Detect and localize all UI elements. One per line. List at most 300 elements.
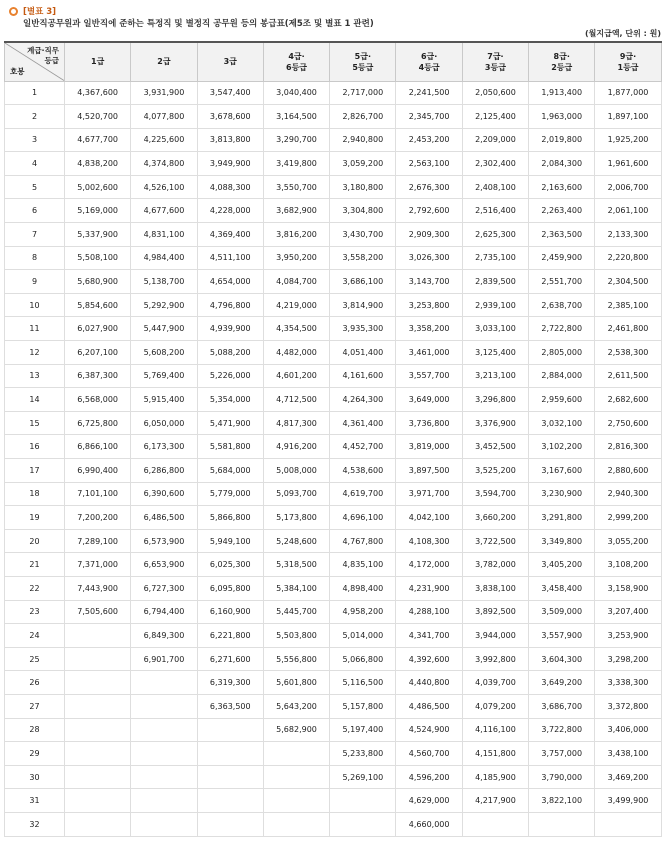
- table-row: [5, 553, 662, 577]
- table-row: [5, 694, 662, 718]
- salary-cell: 2,263,400: [529, 199, 595, 223]
- step-cell: 27: [5, 694, 65, 718]
- salary-cell: 5,233,800: [330, 742, 396, 766]
- table-body: [5, 81, 662, 836]
- salary-cell: 6,027,900: [65, 317, 131, 341]
- salary-cell: 5,915,400: [131, 388, 197, 412]
- salary-cell: 4,596,200: [396, 765, 462, 789]
- salary-cell: 4,225,600: [131, 128, 197, 152]
- salary-cell: 5,318,500: [263, 553, 329, 577]
- salary-cell: 4,361,400: [330, 411, 396, 435]
- salary-cell: [65, 647, 131, 671]
- salary-cell: 4,939,900: [197, 317, 263, 341]
- step-cell: 17: [5, 459, 65, 483]
- table-row: [5, 364, 662, 388]
- salary-cell: 3,207,400: [595, 600, 661, 624]
- salary-cell: [131, 789, 197, 813]
- salary-cell: 2,133,300: [595, 223, 661, 247]
- salary-cell: 4,369,400: [197, 223, 263, 247]
- salary-cell: 3,678,600: [197, 105, 263, 129]
- step-cell: 30: [5, 765, 65, 789]
- salary-cell: 4,835,100: [330, 553, 396, 577]
- salary-cell: 3,525,200: [462, 459, 528, 483]
- salary-cell: [330, 812, 396, 836]
- salary-cell: [65, 694, 131, 718]
- column-header-line: 3등급: [484, 62, 506, 72]
- salary-cell: 4,084,700: [263, 270, 329, 294]
- salary-cell: 3,419,800: [263, 152, 329, 176]
- salary-cell: 3,550,700: [263, 175, 329, 199]
- table-row: [5, 175, 662, 199]
- salary-cell: 3,935,300: [330, 317, 396, 341]
- salary-cell: 3,469,200: [595, 765, 661, 789]
- salary-cell: 7,200,200: [65, 506, 131, 530]
- salary-cell: 6,221,800: [197, 624, 263, 648]
- salary-cell: 5,556,800: [263, 647, 329, 671]
- step-cell: 4: [5, 152, 65, 176]
- salary-cell: 5,197,400: [330, 718, 396, 742]
- salary-cell: 3,291,800: [529, 506, 595, 530]
- salary-cell: 3,461,000: [396, 341, 462, 365]
- salary-cell: 6,207,100: [65, 341, 131, 365]
- salary-cell: 3,949,900: [197, 152, 263, 176]
- salary-cell: 3,296,800: [462, 388, 528, 412]
- salary-cell: 4,051,400: [330, 341, 396, 365]
- salary-cell: 4,116,100: [462, 718, 528, 742]
- table-row: [5, 765, 662, 789]
- salary-cell: 2,345,700: [396, 105, 462, 129]
- salary-cell: 4,838,200: [65, 152, 131, 176]
- salary-cell: 2,363,500: [529, 223, 595, 247]
- salary-cell: 4,108,300: [396, 529, 462, 553]
- salary-cell: 3,660,200: [462, 506, 528, 530]
- salary-cell: [263, 789, 329, 813]
- table-row: [5, 81, 662, 105]
- salary-cell: 4,619,700: [330, 482, 396, 506]
- salary-cell: 4,151,800: [462, 742, 528, 766]
- salary-cell: 6,095,800: [197, 576, 263, 600]
- salary-cell: 3,822,100: [529, 789, 595, 813]
- salary-cell: 2,750,600: [595, 411, 661, 435]
- salary-cell: 3,108,200: [595, 553, 661, 577]
- salary-cell: 5,508,100: [65, 246, 131, 270]
- column-header-line: 5등급: [352, 62, 374, 72]
- column-header-line: 1급: [91, 57, 105, 67]
- salary-cell: 6,025,300: [197, 553, 263, 577]
- salary-cell: 3,547,400: [197, 81, 263, 105]
- step-cell: 24: [5, 624, 65, 648]
- step-cell: 20: [5, 529, 65, 553]
- column-header: [595, 42, 661, 81]
- salary-cell: 5,008,000: [263, 459, 329, 483]
- salary-cell: 4,077,800: [131, 105, 197, 129]
- salary-cell: 3,557,900: [529, 624, 595, 648]
- salary-cell: 3,406,000: [595, 718, 661, 742]
- column-header: [131, 42, 197, 81]
- salary-cell: 3,253,900: [595, 624, 661, 648]
- table-row: [5, 459, 662, 483]
- annex-tag: [별표 3]: [23, 7, 57, 17]
- salary-cell: [197, 812, 263, 836]
- salary-cell: 3,950,200: [263, 246, 329, 270]
- salary-cell: 3,992,800: [462, 647, 528, 671]
- salary-cell: 6,901,700: [131, 647, 197, 671]
- salary-cell: 4,520,700: [65, 105, 131, 129]
- salary-cell: [197, 742, 263, 766]
- salary-cell: 3,376,900: [462, 411, 528, 435]
- salary-cell: 2,625,300: [462, 223, 528, 247]
- table-row: [5, 341, 662, 365]
- table-row: [5, 128, 662, 152]
- salary-cell: 5,779,000: [197, 482, 263, 506]
- salary-cell: 2,461,800: [595, 317, 661, 341]
- corner-header-cell: [5, 42, 65, 81]
- salary-cell: 3,338,300: [595, 671, 661, 695]
- salary-cell: 4,231,900: [396, 576, 462, 600]
- salary-cell: 5,088,200: [197, 341, 263, 365]
- salary-cell: 4,161,600: [330, 364, 396, 388]
- salary-cell: 3,682,900: [263, 199, 329, 223]
- column-header-line: 2급: [157, 57, 171, 67]
- salary-cell: 2,516,400: [462, 199, 528, 223]
- salary-cell: 2,019,800: [529, 128, 595, 152]
- salary-cell: 1,897,100: [595, 105, 661, 129]
- salary-cell: 4,452,700: [330, 435, 396, 459]
- salary-cell: 2,682,600: [595, 388, 661, 412]
- salary-cell: 6,727,300: [131, 576, 197, 600]
- salary-cell: 3,458,400: [529, 576, 595, 600]
- salary-cell: 5,116,500: [330, 671, 396, 695]
- salary-cell: [65, 789, 131, 813]
- salary-table: [4, 41, 662, 837]
- salary-cell: 5,447,900: [131, 317, 197, 341]
- salary-cell: 2,826,700: [330, 105, 396, 129]
- salary-cell: 3,125,400: [462, 341, 528, 365]
- salary-cell: 3,040,400: [263, 81, 329, 105]
- salary-cell: 2,050,600: [462, 81, 528, 105]
- table-row: [5, 529, 662, 553]
- salary-cell: 7,443,900: [65, 576, 131, 600]
- salary-cell: 3,405,200: [529, 553, 595, 577]
- salary-cell: 5,384,100: [263, 576, 329, 600]
- salary-cell: 2,722,800: [529, 317, 595, 341]
- salary-cell: 2,839,500: [462, 270, 528, 294]
- salary-cell: [263, 742, 329, 766]
- salary-cell: 2,940,800: [330, 128, 396, 152]
- table-header: [5, 42, 662, 81]
- salary-cell: 3,349,800: [529, 529, 595, 553]
- salary-cell: 3,158,900: [595, 576, 661, 600]
- salary-cell: 3,033,100: [462, 317, 528, 341]
- salary-cell: 2,385,100: [595, 293, 661, 317]
- column-header: [330, 42, 396, 81]
- column-header-line: 5급·: [354, 51, 371, 61]
- salary-cell: 6,390,600: [131, 482, 197, 506]
- salary-cell: 3,059,200: [330, 152, 396, 176]
- salary-cell: 3,649,200: [529, 671, 595, 695]
- step-cell: 22: [5, 576, 65, 600]
- salary-cell: 5,248,600: [263, 529, 329, 553]
- salary-cell: [65, 624, 131, 648]
- salary-cell: 7,101,100: [65, 482, 131, 506]
- salary-cell: 3,897,500: [396, 459, 462, 483]
- salary-cell: 5,337,900: [65, 223, 131, 247]
- salary-cell: 2,735,100: [462, 246, 528, 270]
- step-cell: 32: [5, 812, 65, 836]
- salary-cell: 7,505,600: [65, 600, 131, 624]
- salary-cell: [131, 765, 197, 789]
- column-header-line: 7급·: [487, 51, 504, 61]
- salary-cell: 2,717,000: [330, 81, 396, 105]
- salary-cell: 5,581,800: [197, 435, 263, 459]
- salary-cell: 4,367,600: [65, 81, 131, 105]
- table-row: [5, 388, 662, 412]
- salary-cell: 6,160,900: [197, 600, 263, 624]
- salary-cell: 4,958,200: [330, 600, 396, 624]
- salary-cell: 2,006,700: [595, 175, 661, 199]
- annex-heading: [8, 4, 663, 18]
- salary-cell: 5,682,900: [263, 718, 329, 742]
- salary-cell: 1,877,000: [595, 81, 661, 105]
- salary-cell: 3,604,300: [529, 647, 595, 671]
- salary-cell: 4,560,700: [396, 742, 462, 766]
- salary-cell: 4,374,800: [131, 152, 197, 176]
- salary-cell: 3,790,000: [529, 765, 595, 789]
- step-cell: 16: [5, 435, 65, 459]
- salary-cell: 2,209,000: [462, 128, 528, 152]
- salary-cell: 4,712,500: [263, 388, 329, 412]
- salary-cell: 3,372,800: [595, 694, 661, 718]
- salary-cell: 2,538,300: [595, 341, 661, 365]
- salary-cell: 5,643,200: [263, 694, 329, 718]
- salary-cell: 6,990,400: [65, 459, 131, 483]
- salary-cell: 2,061,100: [595, 199, 661, 223]
- salary-cell: 2,302,400: [462, 152, 528, 176]
- salary-cell: 3,452,500: [462, 435, 528, 459]
- salary-cell: 4,079,200: [462, 694, 528, 718]
- step-cell: 5: [5, 175, 65, 199]
- salary-cell: 3,055,200: [595, 529, 661, 553]
- column-header-line: 1등급: [617, 62, 639, 72]
- salary-cell: 2,408,100: [462, 175, 528, 199]
- grade-axis-label: [27, 46, 59, 66]
- table-row: [5, 317, 662, 341]
- salary-cell: 4,486,500: [396, 694, 462, 718]
- step-cell: 3: [5, 128, 65, 152]
- unit-note: (월지급액, 단위 : 원): [584, 29, 661, 38]
- table-row: [5, 152, 662, 176]
- salary-cell: 3,838,100: [462, 576, 528, 600]
- salary-cell: 2,453,200: [396, 128, 462, 152]
- salary-cell: 6,387,300: [65, 364, 131, 388]
- salary-cell: [131, 694, 197, 718]
- salary-cell: 7,289,100: [65, 529, 131, 553]
- salary-cell: 5,769,400: [131, 364, 197, 388]
- salary-cell: 4,831,100: [131, 223, 197, 247]
- step-cell: 28: [5, 718, 65, 742]
- salary-cell: 4,217,900: [462, 789, 528, 813]
- salary-cell: [197, 789, 263, 813]
- table-row: [5, 789, 662, 813]
- salary-cell: 4,440,800: [396, 671, 462, 695]
- salary-cell: 4,219,000: [263, 293, 329, 317]
- table-row: [5, 435, 662, 459]
- salary-cell: 4,629,000: [396, 789, 462, 813]
- salary-cell: 5,269,100: [330, 765, 396, 789]
- column-header: [197, 42, 263, 81]
- step-cell: 14: [5, 388, 65, 412]
- step-cell: 10: [5, 293, 65, 317]
- salary-cell: 2,551,700: [529, 270, 595, 294]
- salary-cell: 6,794,400: [131, 600, 197, 624]
- page-header: [8, 4, 663, 31]
- salary-cell: 4,526,100: [131, 175, 197, 199]
- salary-cell: [65, 671, 131, 695]
- salary-cell: 3,438,100: [595, 742, 661, 766]
- salary-cell: 6,568,000: [65, 388, 131, 412]
- salary-cell: 3,686,700: [529, 694, 595, 718]
- salary-cell: 4,796,800: [197, 293, 263, 317]
- salary-cell: 6,573,900: [131, 529, 197, 553]
- salary-cell: 4,288,100: [396, 600, 462, 624]
- salary-cell: 2,805,000: [529, 341, 595, 365]
- column-header: [396, 42, 462, 81]
- step-cell: 11: [5, 317, 65, 341]
- salary-cell: 2,084,300: [529, 152, 595, 176]
- salary-cell: 3,499,900: [595, 789, 661, 813]
- salary-cell: 4,538,600: [330, 459, 396, 483]
- salary-cell: [65, 742, 131, 766]
- column-header-line: 2등급: [551, 62, 573, 72]
- salary-cell: 3,026,300: [396, 246, 462, 270]
- salary-cell: 4,341,700: [396, 624, 462, 648]
- salary-cell: 2,816,300: [595, 435, 661, 459]
- salary-cell: 6,653,900: [131, 553, 197, 577]
- salary-cell: [131, 718, 197, 742]
- table-title: 일반직공무원과 일반직에 준하는 특정직 및 별정직 공무원 등의 봉급표(제5조 및 별표 1 관련): [23, 19, 374, 29]
- salary-cell: 3,253,800: [396, 293, 462, 317]
- salary-cell: 2,638,700: [529, 293, 595, 317]
- salary-cell: [462, 812, 528, 836]
- salary-cell: 3,180,800: [330, 175, 396, 199]
- salary-cell: 4,039,700: [462, 671, 528, 695]
- step-cell: 12: [5, 341, 65, 365]
- salary-cell: 3,509,000: [529, 600, 595, 624]
- salary-cell: 3,816,200: [263, 223, 329, 247]
- salary-cell: 4,601,200: [263, 364, 329, 388]
- salary-cell: 3,971,700: [396, 482, 462, 506]
- salary-cell: 3,557,700: [396, 364, 462, 388]
- salary-cell: 6,363,500: [197, 694, 263, 718]
- salary-cell: 4,264,300: [330, 388, 396, 412]
- salary-cell: 5,093,700: [263, 482, 329, 506]
- step-cell: 18: [5, 482, 65, 506]
- grade-axis-line2: 등급: [44, 56, 59, 65]
- table-row: [5, 671, 662, 695]
- salary-cell: 3,213,100: [462, 364, 528, 388]
- salary-cell: 4,817,300: [263, 411, 329, 435]
- salary-cell: 5,169,000: [65, 199, 131, 223]
- salary-cell: 4,984,400: [131, 246, 197, 270]
- salary-cell: 3,032,100: [529, 411, 595, 435]
- salary-cell: 4,898,400: [330, 576, 396, 600]
- step-cell: 1: [5, 81, 65, 105]
- column-header-line: 4등급: [418, 62, 440, 72]
- salary-cell: 5,503,800: [263, 624, 329, 648]
- header-row: [5, 42, 662, 81]
- column-header: [65, 42, 131, 81]
- salary-cell: 5,066,800: [330, 647, 396, 671]
- salary-cell: 2,959,600: [529, 388, 595, 412]
- salary-cell: 3,782,000: [462, 553, 528, 577]
- step-cell: 25: [5, 647, 65, 671]
- column-header-line: 8급·: [553, 51, 570, 61]
- salary-cell: 6,050,000: [131, 411, 197, 435]
- salary-cell: 3,304,800: [330, 199, 396, 223]
- salary-cell: 6,866,100: [65, 435, 131, 459]
- salary-cell: 4,185,900: [462, 765, 528, 789]
- step-cell: 8: [5, 246, 65, 270]
- salary-cell: 4,088,300: [197, 175, 263, 199]
- column-header-line: 6등급: [286, 62, 308, 72]
- grade-axis-line1: 계급·직무: [27, 46, 59, 55]
- circle-bullet-icon: [9, 7, 18, 16]
- salary-cell: [197, 765, 263, 789]
- table-row: [5, 270, 662, 294]
- salary-cell: 6,173,300: [131, 435, 197, 459]
- salary-cell: 4,511,100: [197, 246, 263, 270]
- salary-cell: [131, 812, 197, 836]
- salary-cell: 2,611,500: [595, 364, 661, 388]
- salary-cell: [65, 812, 131, 836]
- salary-cell: 3,430,700: [330, 223, 396, 247]
- salary-cell: 3,722,500: [462, 529, 528, 553]
- salary-cell: 2,163,600: [529, 175, 595, 199]
- salary-cell: 3,649,000: [396, 388, 462, 412]
- salary-cell: 2,304,500: [595, 270, 661, 294]
- salary-cell: 5,226,000: [197, 364, 263, 388]
- salary-cell: 3,230,900: [529, 482, 595, 506]
- salary-cell: 5,471,900: [197, 411, 263, 435]
- salary-cell: 3,722,800: [529, 718, 595, 742]
- step-cell: 19: [5, 506, 65, 530]
- table-row: [5, 506, 662, 530]
- step-cell: 23: [5, 600, 65, 624]
- salary-cell: 5,445,700: [263, 600, 329, 624]
- salary-cell: [330, 789, 396, 813]
- salary-cell: 4,696,100: [330, 506, 396, 530]
- salary-cell: 5,680,900: [65, 270, 131, 294]
- salary-cell: 6,849,300: [131, 624, 197, 648]
- salary-cell: 5,854,600: [65, 293, 131, 317]
- table-row: [5, 647, 662, 671]
- table-row: [5, 223, 662, 247]
- salary-cell: 3,164,500: [263, 105, 329, 129]
- salary-cell: 5,608,200: [131, 341, 197, 365]
- step-cell: 2: [5, 105, 65, 129]
- salary-cell: 2,999,200: [595, 506, 661, 530]
- salary-cell: 5,354,000: [197, 388, 263, 412]
- salary-cell: [131, 742, 197, 766]
- salary-cell: 3,102,200: [529, 435, 595, 459]
- salary-cell: 3,298,200: [595, 647, 661, 671]
- salary-cell: [131, 671, 197, 695]
- salary-cell: 4,677,600: [131, 199, 197, 223]
- table-row: [5, 812, 662, 836]
- salary-cell: 2,939,100: [462, 293, 528, 317]
- table-row: [5, 482, 662, 506]
- table-row: [5, 600, 662, 624]
